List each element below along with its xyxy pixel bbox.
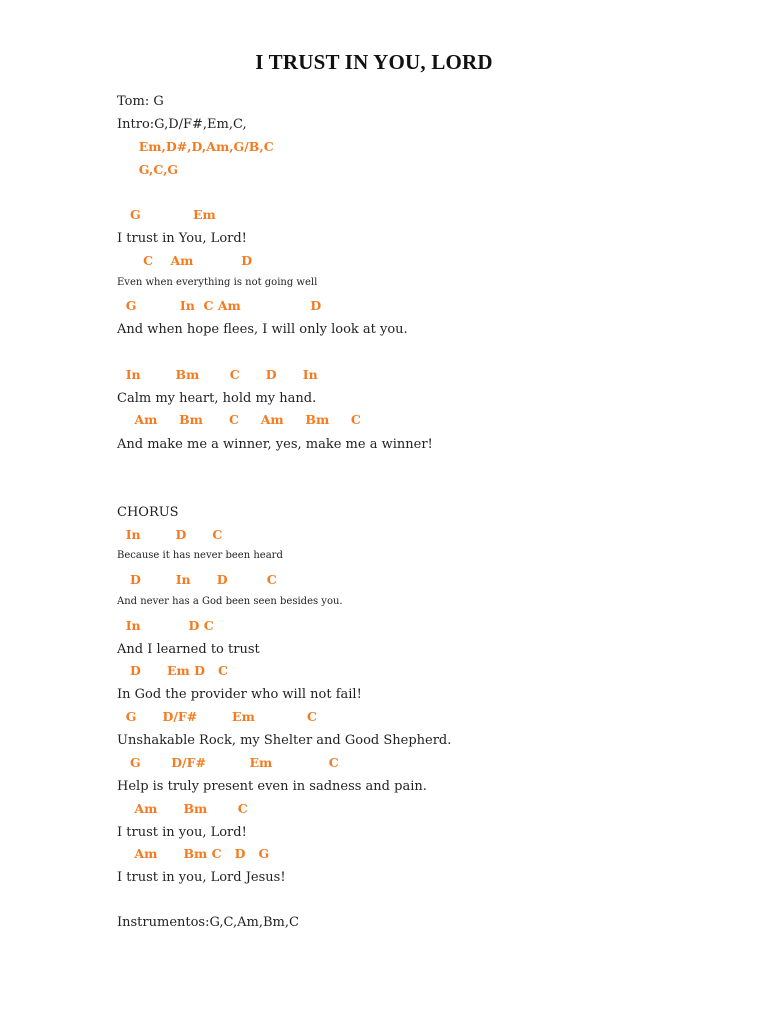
lyric-line: Unshakable Rock, my Shelter and Good Shepherd.: [117, 733, 452, 748]
lyric-line: Help is truly present even in sadness and pain.: [117, 779, 427, 794]
chord-line: Am Bm C D G: [117, 846, 270, 861]
intro-chords-2: Em,D#,D,Am,G/B,C: [117, 139, 274, 154]
lyric-line: I trust in you, Lord Jesus!: [117, 870, 286, 885]
chord-line: G Em: [117, 207, 216, 222]
lyric-line: Calm my heart, hold my hand.: [117, 391, 317, 406]
lyric-line: And I learned to trust: [117, 642, 260, 657]
outro-line: Instrumentos:G,C,Am,Bm,C: [117, 915, 299, 930]
lyric-line: I trust in You, Lord!: [117, 231, 247, 246]
lyric-line: Even when everything is not going well: [117, 277, 318, 288]
lyric-line: And make me a winner, yes, make me a winner!: [117, 437, 433, 452]
lyric-line: And when hope flees, I will only look at you.: [117, 322, 408, 337]
chord-line: In D C: [117, 618, 214, 633]
chord-line: G In C Am D: [117, 298, 322, 313]
chord-line: Am Bm C: [117, 801, 248, 816]
lyric-line: I trust in you, Lord!: [117, 825, 247, 840]
lyric-line: Because it has never been heard: [117, 550, 283, 561]
chord-line: Am Bm C Am Bm C: [117, 412, 361, 427]
lyric-line: And never has a God been seen besides you.: [117, 596, 343, 607]
lyric-line: In God the provider who will not fail!: [117, 687, 362, 702]
chord-line: C Am D: [117, 253, 253, 268]
chord-line: G D/F# Em C: [117, 709, 317, 724]
chord-line: G D/F# Em C: [117, 755, 339, 770]
chord-line: In D C: [117, 527, 223, 542]
intro-line-1: Intro:G,D/F#,Em,C,: [117, 117, 247, 132]
chord-line: D Em D C: [117, 663, 228, 678]
key-line: Tom: G: [117, 94, 164, 109]
song-title: I TRUST IN YOU, LORD: [255, 50, 493, 74]
chorus-label: CHORUS: [117, 505, 179, 520]
chord-line: In Bm C D In: [117, 367, 318, 382]
intro-chords-3: G,C,G: [117, 162, 179, 177]
chord-line: D In D C: [117, 572, 277, 587]
